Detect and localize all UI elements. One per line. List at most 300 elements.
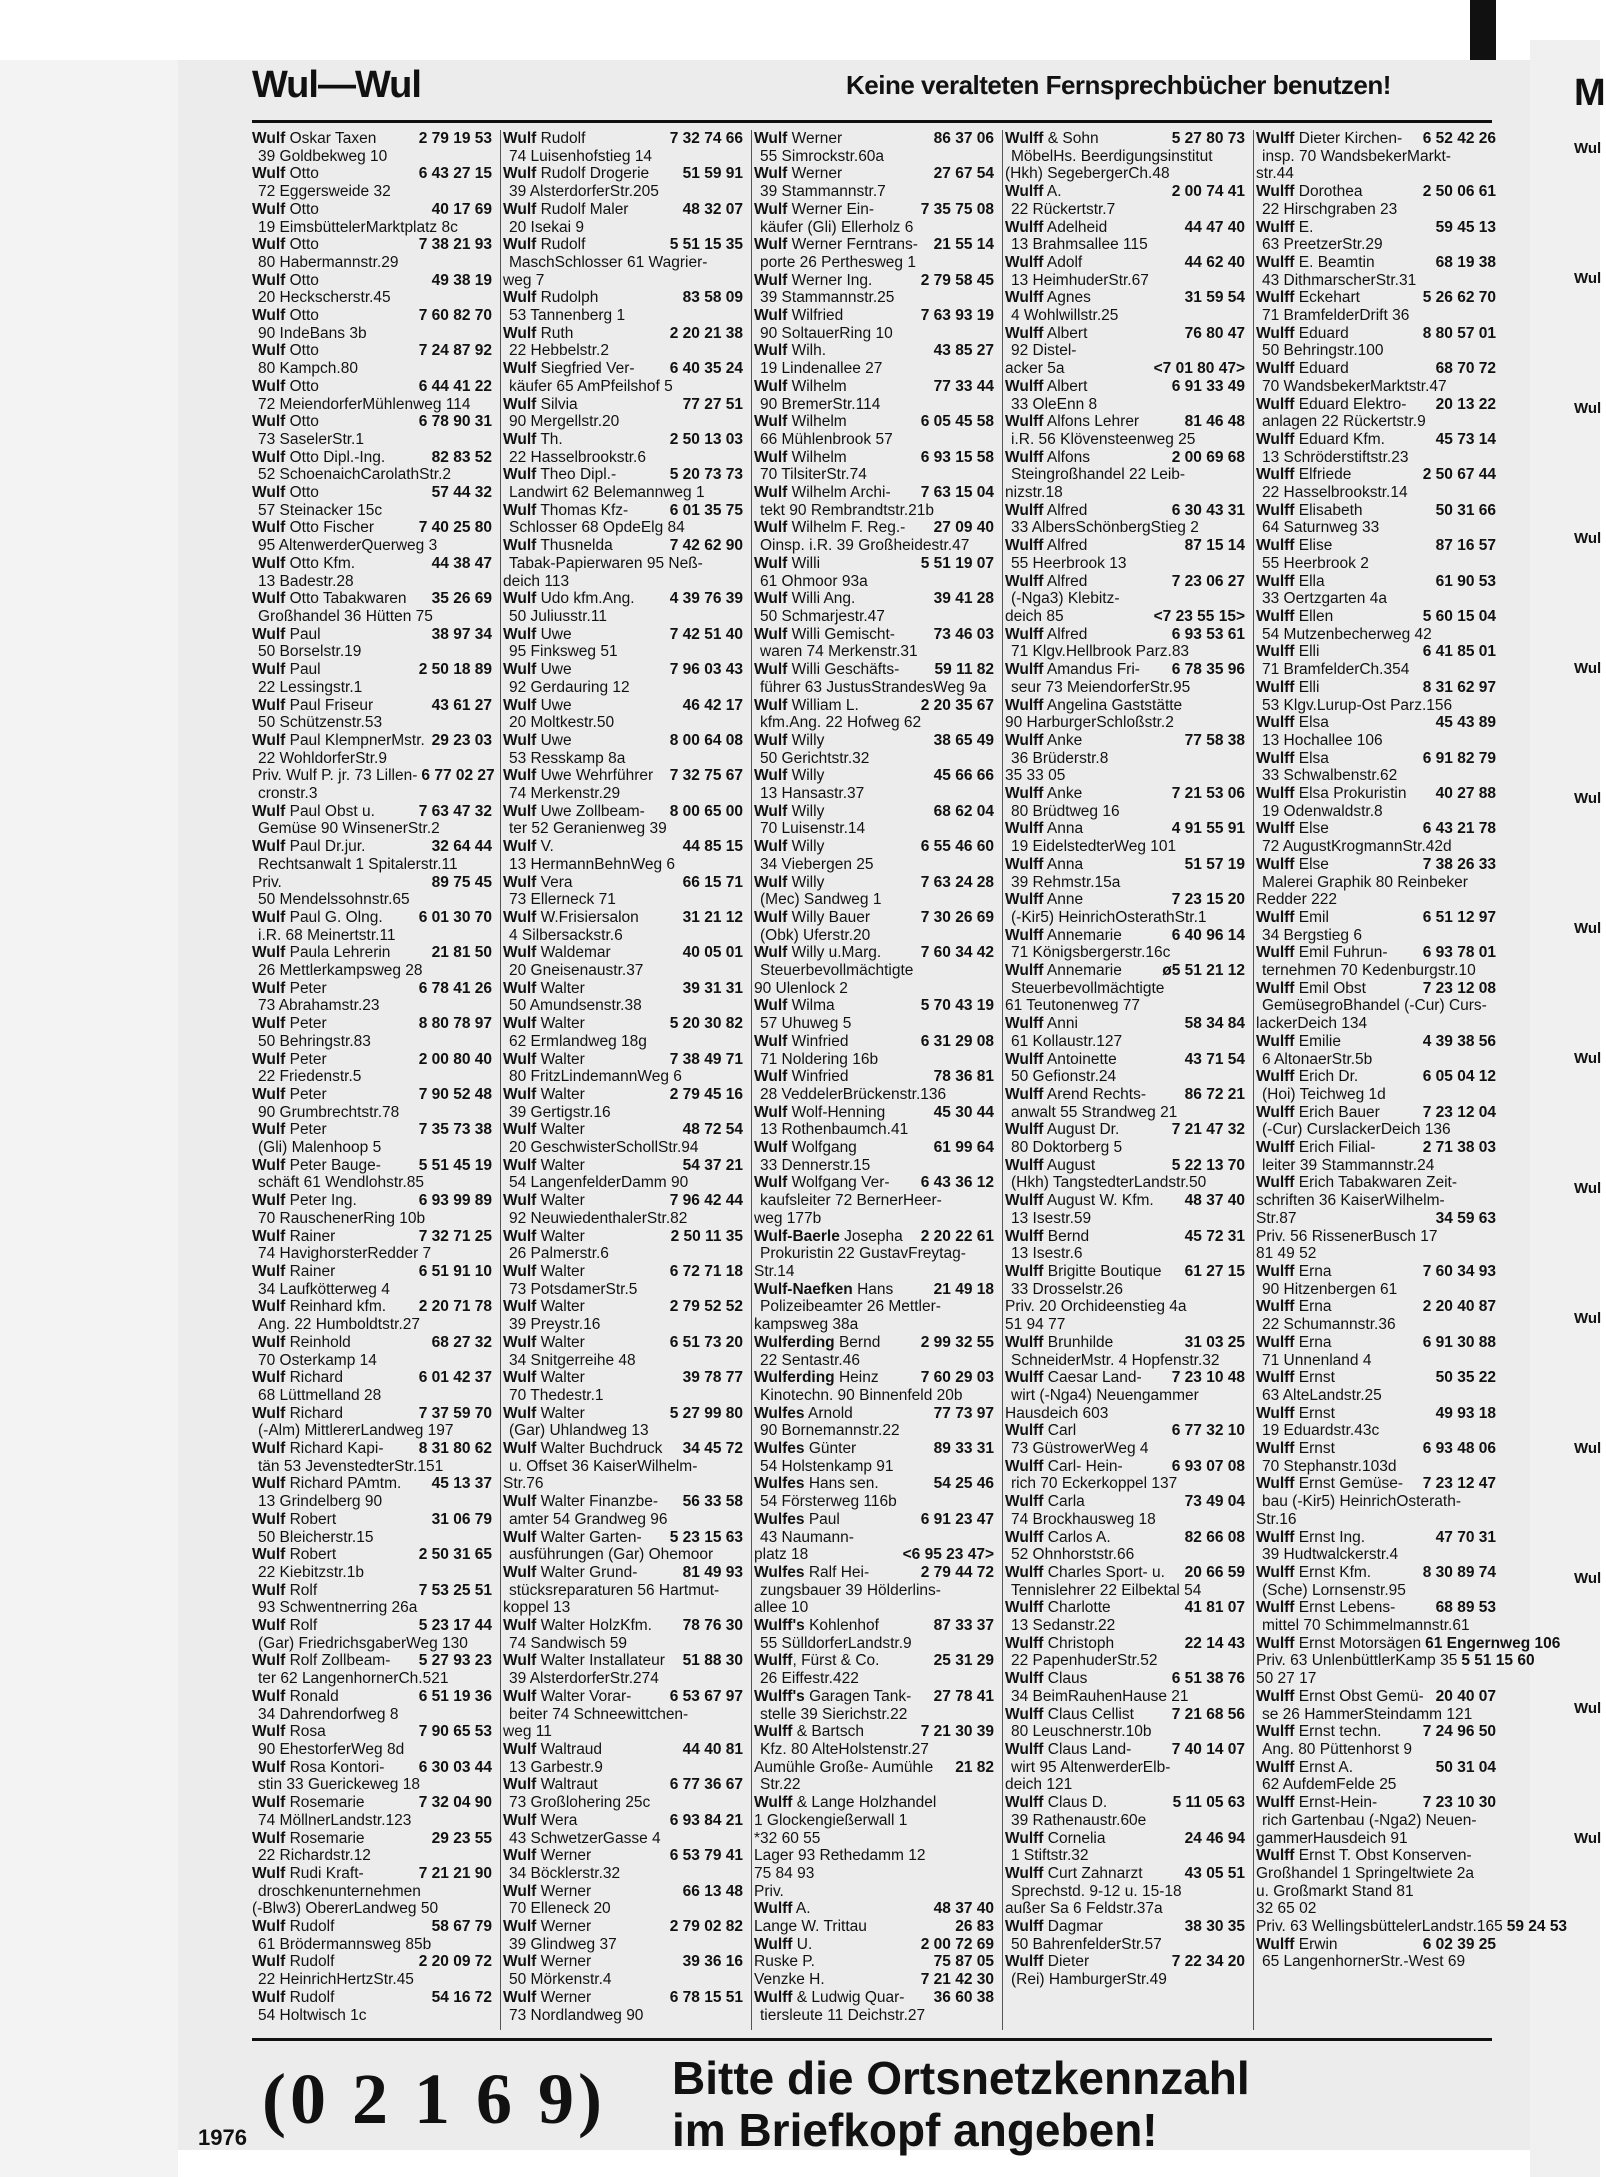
phone-number: 5 51 15 35 xyxy=(669,236,743,254)
phone-number: 6 93 48 06 xyxy=(1422,1440,1496,1458)
listing-name: Wulf Werner xyxy=(754,165,843,183)
listing-address: 43 DithmarscherStr.31 xyxy=(1262,271,1417,289)
phone-number: 34 59 63 xyxy=(1435,1209,1496,1227)
listing-entry xyxy=(252,661,492,679)
listing-name: schriften 36 KaiserWilhelm- xyxy=(1256,1192,1445,1210)
listing-name: Wulff Ernst Motorsägen xyxy=(1256,1634,1422,1652)
listing-entry xyxy=(1005,1776,1245,1794)
listing-address: 74 Sandwisch 59 xyxy=(509,1634,628,1652)
phone-number: 7 96 42 44 xyxy=(669,1192,743,1210)
phone-number: 31 03 25 xyxy=(1184,1333,1245,1351)
phone-number: 54 16 72 xyxy=(431,1988,492,2006)
listing-address: 22 Sentastr.46 xyxy=(760,1351,860,1369)
phone-number: 2 20 71 78 xyxy=(418,1298,492,1316)
phone-number: 6 93 84 21 xyxy=(669,1811,743,1829)
listing-address: 72 Eggersweide 32 xyxy=(258,183,391,201)
listing-address: Prokuristin 22 GustavFreytag- xyxy=(760,1245,966,1263)
listing-name: Wulff Ernst Ing. xyxy=(1256,1528,1366,1546)
phone-number: 39 41 28 xyxy=(933,590,994,608)
listing-entry xyxy=(1256,573,1496,591)
phone-number: 7 23 10 48 xyxy=(1171,1369,1245,1387)
listing-entry xyxy=(1256,1405,1496,1423)
listing-entry xyxy=(1005,1635,1245,1653)
listing-name: Wulf Peter Bauge- xyxy=(252,1156,381,1174)
listing-address: 13 HermannBehnWeg 6 xyxy=(509,855,676,873)
listing-name: gammerHausdeich 91 xyxy=(1256,1829,1408,1847)
listing-name: Wulff Ernst A. xyxy=(1256,1758,1354,1776)
listing-entry xyxy=(503,431,743,449)
listing-entry xyxy=(503,661,743,679)
listing-entry xyxy=(503,1051,743,1069)
phone-number: 7 23 15 20 xyxy=(1171,891,1245,909)
phone-number: 48 37 40 xyxy=(1184,1192,1245,1210)
listing-address: 62 AufdemFelde 25 xyxy=(1262,1776,1397,1794)
listing-address: 50 Behringstr.83 xyxy=(258,1032,371,1050)
listing-entry xyxy=(1005,891,1245,909)
phone-number xyxy=(1492,891,1496,909)
listing-entry xyxy=(1005,1564,1245,1582)
listing-entry xyxy=(754,1865,994,1883)
listing-name: Str.76 xyxy=(503,1475,544,1493)
phone-number: 7 21 42 30 xyxy=(920,1971,994,1989)
listing-address: 61 Kollaustr.127 xyxy=(1011,1032,1123,1050)
listing-address: droschkenunternehmen xyxy=(258,1882,421,1900)
listing-entry xyxy=(503,360,743,378)
listing-name: Wulff Ernst Gemüse- xyxy=(1256,1475,1403,1493)
phone-number: 78 76 30 xyxy=(682,1617,743,1635)
listing-entry xyxy=(1256,1830,1496,1848)
phone-number: 6 01 35 75 xyxy=(669,501,743,519)
listing-address: 22 PapenhuderStr.52 xyxy=(1011,1652,1158,1670)
listing-entry xyxy=(503,1723,743,1741)
phone-number xyxy=(488,1900,492,1918)
listing-name: Wulf V. xyxy=(503,838,554,856)
phone-number: 6 93 15 58 xyxy=(920,448,994,466)
phone-number xyxy=(1492,1865,1496,1883)
listing-address: 22 Rückertstr.7 xyxy=(1011,200,1116,218)
listing-name: Wulf Walter xyxy=(503,1121,585,1139)
listing-name: Wulff Albert xyxy=(1005,324,1088,342)
listing-name: Wulf Peter xyxy=(252,1050,327,1068)
listing-address: 74 HavighorsterRedder 7 xyxy=(258,1245,432,1263)
listing-entry xyxy=(754,626,994,644)
listing-address: stücksreparaturen 56 Hartmut- xyxy=(509,1581,720,1599)
listing-address: mittel 70 Schimmelmannstr.61 xyxy=(1262,1617,1470,1635)
listing-name: Wulff Erich Filial- xyxy=(1256,1139,1376,1157)
phone-number: 66 15 71 xyxy=(682,873,743,891)
listing-entry xyxy=(1256,1033,1496,1051)
listing-name: Wulff Adelheid xyxy=(1005,218,1108,236)
phone-number: 5 27 80 73 xyxy=(1171,130,1245,147)
listing-address: 63 AlteLandstr.25 xyxy=(1262,1386,1382,1404)
phone-number: 39 31 31 xyxy=(682,979,743,997)
listing-entry xyxy=(252,1298,492,1316)
listing-entry xyxy=(503,874,743,892)
listing-address: kfm.Ang. 22 Hofweg 62 xyxy=(760,714,922,732)
listing-address: 22 Schumannstr.36 xyxy=(1262,1316,1396,1334)
listing-address: Schlosser 68 OpdeElg 84 xyxy=(509,519,685,537)
listing-address: (-Nga3) Klebitz- xyxy=(1011,590,1120,608)
phone-number: 7 90 52 48 xyxy=(418,1085,492,1103)
listing-entry xyxy=(1256,1068,1496,1086)
listing-name: Wulf Rosemarie xyxy=(252,1794,365,1812)
phone-number: 7 38 26 33 xyxy=(1422,855,1496,873)
listing-entry xyxy=(1256,820,1496,838)
listing-name: Wulf Walter xyxy=(503,979,585,997)
listing-address: kaufsleiter 72 BernerHeer- xyxy=(760,1192,942,1210)
listing-name: Wulf Peter xyxy=(252,1015,327,1033)
phone-number: 48 37 40 xyxy=(933,1900,994,1918)
listing-entry xyxy=(1005,378,1245,396)
phone-number: 86 72 21 xyxy=(1184,1085,1245,1103)
listing-entry xyxy=(1256,1015,1496,1033)
listing-name: Wulff Erich Bauer xyxy=(1256,1103,1380,1121)
listing-entry xyxy=(1256,466,1496,484)
listing-address: 39 Glindweg 37 xyxy=(509,1935,617,1953)
listing-entry xyxy=(252,1121,492,1139)
listing-name: Wulff August xyxy=(1005,1156,1096,1174)
phone-number: 68 19 38 xyxy=(1435,253,1496,271)
listing-entry xyxy=(1256,1688,1496,1706)
listing-entry xyxy=(252,519,492,537)
phone-number: 6 53 67 97 xyxy=(669,1687,743,1705)
phone-number: 40 05 01 xyxy=(682,944,743,962)
phone-number: 83 58 09 xyxy=(682,289,743,307)
listing-address: 61 Brödermannsweg 85b xyxy=(258,1935,432,1953)
listing-address: cronstr.3 xyxy=(258,785,318,803)
listing-address: Polizeibeamter 26 Mettler- xyxy=(760,1298,941,1316)
listing-entry xyxy=(754,1316,994,1334)
listing-entry xyxy=(754,1847,994,1865)
listing-entry xyxy=(1256,1634,1561,1653)
listing-entry xyxy=(754,1812,994,1830)
listing-name: Wulff Dorothea xyxy=(1256,183,1363,201)
listing-address: 65 LangenhornerStr.-West 69 xyxy=(1262,1953,1466,1971)
listing-address: 13 Schröderstiftstr.23 xyxy=(1262,448,1409,466)
listing-name: Wulff Emilie xyxy=(1256,1032,1341,1050)
phone-number: 7 60 34 42 xyxy=(920,944,994,962)
phone-number: 7 30 26 69 xyxy=(920,908,994,926)
listing-address: 90 EhestorferWeg 8d xyxy=(258,1740,405,1758)
listing-address: 33 Drosselstr.26 xyxy=(1011,1280,1123,1298)
phone-number: 7 22 34 20 xyxy=(1171,1953,1245,1971)
phone-number: 29 23 55 xyxy=(431,1829,492,1847)
listing-entry xyxy=(503,1883,743,1901)
listing-name: Priv. 20 Orchideenstieg 4a xyxy=(1005,1298,1187,1316)
listing-address: Gemüse 90 WinsenerStr.2 xyxy=(258,820,440,838)
phone-number: 7 35 73 38 xyxy=(418,1121,492,1139)
phone-number: 44 85 15 xyxy=(682,838,743,856)
listing-name: Wulff Anke xyxy=(1005,731,1083,749)
phone-number xyxy=(739,1723,743,1741)
listing-entry xyxy=(503,697,743,715)
phone-number: 6 53 79 41 xyxy=(669,1847,743,1865)
listing-entry xyxy=(503,767,743,785)
listing-entry xyxy=(252,1918,492,1936)
listing-name: 32 65 02 xyxy=(1256,1900,1317,1918)
listing-address: 4 Wohlwillstr.25 xyxy=(1011,307,1119,325)
listing-name: *32 60 55 xyxy=(754,1829,821,1847)
listing-name: Wulf Otto xyxy=(252,165,319,183)
listing-address: 54 Försterweg 116b xyxy=(760,1493,897,1511)
phone-number: 6 05 45 58 xyxy=(920,413,994,431)
listing-address: 13 Sedanstr.22 xyxy=(1011,1617,1116,1635)
listing-entry xyxy=(1256,1228,1496,1246)
listing-name: Wulff Adolf xyxy=(1005,253,1083,271)
listing-address: zungsbauer 39 Hölderlins- xyxy=(760,1581,941,1599)
listing-address: Steuerbevollmächtigte xyxy=(1011,979,1165,997)
listing-name: Wulff Alfons xyxy=(1005,448,1090,466)
listing-name: Wulff Annemarie xyxy=(1005,926,1122,944)
listing-address: 19 Lindenallee 27 xyxy=(760,360,883,378)
listing-name: Wulf Rudolph xyxy=(503,289,599,307)
listing-address: 26 Eiffestr.422 xyxy=(760,1670,859,1688)
listing-entry xyxy=(1256,1139,1496,1157)
phone-number: 32 64 44 xyxy=(431,838,492,856)
listing-name: Wulff Carla xyxy=(1005,1493,1085,1511)
phone-number: 27 78 41 xyxy=(933,1687,994,1705)
listing-name: Wulff Alfred xyxy=(1005,501,1088,519)
listing-name: Wulf Rudolf xyxy=(503,236,586,254)
listing-address: Kfz. 80 AlteHolstenstr.27 xyxy=(760,1740,929,1758)
phone-number: 21 49 18 xyxy=(933,1280,994,1298)
listing-address: 34 Böcklerstr.32 xyxy=(509,1864,621,1882)
phone-number: 27 67 54 xyxy=(933,165,994,183)
column-divider xyxy=(1253,130,1254,2030)
phone-number: 6 93 07 08 xyxy=(1171,1457,1245,1475)
listing-entry xyxy=(754,1599,994,1617)
listing-entry xyxy=(1256,1334,1496,1352)
phone-number: 4 91 55 91 xyxy=(1171,820,1245,838)
listing-entry xyxy=(252,697,492,715)
listing-address: 39 AlsterdorferStr.274 xyxy=(509,1670,659,1688)
phone-number: 35 26 69 xyxy=(431,590,492,608)
listing-entry xyxy=(1005,962,1245,980)
listing-address: 54 LangenfelderDamm 90 xyxy=(509,1174,689,1192)
adjacent-page-tab: Wul xyxy=(1574,530,1602,547)
listing-address: 55 Simrockstr.60a xyxy=(760,147,885,165)
listing-entry xyxy=(503,537,743,555)
phone-number: 87 16 57 xyxy=(1435,537,1496,555)
phone-number xyxy=(990,1316,994,1334)
phone-number: 7 63 47 32 xyxy=(418,802,492,820)
listing-address: 70 WandsbekerMarktstr.47 xyxy=(1262,377,1447,395)
phone-number xyxy=(739,573,743,591)
listing-entry xyxy=(754,1334,994,1352)
phone-number: 81 49 93 xyxy=(682,1563,743,1581)
phone-number: 2 50 11 35 xyxy=(670,1227,743,1245)
phone-number: 20 40 07 xyxy=(1435,1687,1496,1705)
listing-address: 39 Stammannstr.25 xyxy=(760,289,895,307)
listing-name: u. Großmarkt Stand 81 xyxy=(1256,1882,1414,1900)
listing-address: Landwirt 62 Belemannweg 1 xyxy=(509,484,705,502)
listing-address: 92 Distel- xyxy=(1011,342,1077,360)
listing-entry xyxy=(252,732,492,750)
listing-entry xyxy=(754,1104,994,1122)
listing-entry xyxy=(1256,325,1496,343)
listing-name: Wulf Richard PAmtm. xyxy=(252,1475,402,1493)
phone-number: 7 32 04 90 xyxy=(418,1794,492,1812)
listing-address: 73 Ellerneck 71 xyxy=(509,891,616,909)
listing-name: Wulff Agnes xyxy=(1005,289,1091,307)
listing-entry xyxy=(503,1776,743,1794)
listing-address: waren 74 Merkenstr.31 xyxy=(760,643,918,661)
listing-address: anwalt 55 Strandweg 21 xyxy=(1011,1103,1178,1121)
listing-entry xyxy=(1256,254,1496,272)
listing-address: beiter 74 Schneewittchen- xyxy=(509,1705,689,1723)
listing-name: Wulf Uwe xyxy=(503,661,572,679)
listing-entry xyxy=(503,1953,743,1971)
listing-address: 90 SoltauerRing 10 xyxy=(760,324,893,342)
listing-name: Wulf-Naefken Hans xyxy=(754,1280,894,1298)
listing-name: Wulff Ernst xyxy=(1256,1369,1335,1387)
listing-name: Wulf Th. xyxy=(503,430,563,448)
listing-name: Wulff Alfred xyxy=(1005,572,1088,590)
listing-address: Malerei Graphik 80 Reinbeker xyxy=(1262,873,1468,891)
listing-address: 50 Mörkenstr.4 xyxy=(509,1971,612,1989)
listing-entry xyxy=(1256,1104,1496,1122)
listing-address: 22 Richardstr.12 xyxy=(258,1847,371,1865)
phone-number: 6 51 12 97 xyxy=(1422,908,1496,926)
listing-name: deich 121 xyxy=(1005,1776,1073,1794)
listing-entry xyxy=(1005,1051,1245,1069)
listing-name: Wulff Erich Dr. xyxy=(1256,1068,1359,1086)
listing-address: (Rei) HamburgerStr.49 xyxy=(1011,1971,1167,1989)
listing-address: 20 Isekai 9 xyxy=(509,218,584,236)
listing-entry xyxy=(252,1192,492,1210)
listing-name: Wulf Peter xyxy=(252,979,327,997)
phone-number: 21 55 14 xyxy=(933,236,994,254)
listing-address: 34 Laufkötterweg 4 xyxy=(258,1280,390,1298)
listing-entry xyxy=(1005,661,1245,679)
listing-name: Wulf Waldemar xyxy=(503,944,611,962)
listing-address: 95 AltenwerderQuerweg 3 xyxy=(258,537,438,555)
listing-entry xyxy=(252,342,492,360)
listing-name: Wulf Wilhelm xyxy=(754,377,847,395)
listing-name: Wulf Werner Ferntrans- xyxy=(754,236,918,254)
listing-name: weg 11 xyxy=(503,1723,552,1741)
listing-name: Wulff, Fürst & Co. xyxy=(754,1652,880,1670)
listing-address: 52 Ohnhorststr.66 xyxy=(1011,1546,1135,1564)
listing-entry xyxy=(1256,891,1496,909)
listing-name: Wulff Antoinette xyxy=(1005,1050,1117,1068)
listing-name: Wulf Uwe Zollbeam- xyxy=(503,802,645,820)
listing-entry xyxy=(754,1546,994,1564)
listing-entry xyxy=(503,980,743,998)
phone-number: 38 65 49 xyxy=(933,731,994,749)
listing-address: 73 Nordlandweg 90 xyxy=(509,2006,644,2024)
listing-entry xyxy=(252,1086,492,1104)
phone-number: 8 80 57 01 xyxy=(1422,324,1496,342)
phone-number: 6 78 90 31 xyxy=(418,413,492,431)
listing-entry xyxy=(754,1369,994,1387)
listing-name: Wulf Otto Dipl.-Ing. xyxy=(252,448,386,466)
listing-address: Tabak-Papierwaren 95 Neß- xyxy=(509,554,703,572)
listing-entry xyxy=(1005,1369,1245,1387)
phone-number: 21 82 xyxy=(955,1758,994,1776)
listing-address: ter 62 LangenhornerCh.521 xyxy=(258,1670,449,1688)
listing-address: 26 Mettlerkampsweg 28 xyxy=(258,962,423,980)
listing-entry xyxy=(1256,856,1496,874)
listing-entry xyxy=(1256,909,1496,927)
phone-number: 8 00 65 00 xyxy=(669,802,743,820)
listing-entry xyxy=(754,767,994,785)
listing-address: 50 BahrenfelderStr.57 xyxy=(1011,1935,1162,1953)
listing-address: 33 Oertzgarten 4a xyxy=(1262,590,1387,608)
listing-entry xyxy=(754,519,994,537)
listing-entry xyxy=(1256,1298,1496,1316)
phone-number: 40 17 69 xyxy=(431,200,492,218)
listing-name: Wulf Walter Vorar- xyxy=(503,1687,632,1705)
phone-number: 6 43 21 78 xyxy=(1422,820,1496,838)
phone-number: 7 63 93 19 xyxy=(920,307,994,325)
listing-address: GemüsegroBhandel (-Cur) Curs- xyxy=(1262,997,1487,1015)
listing-entry xyxy=(1005,1316,1245,1334)
listing-entry xyxy=(1256,750,1496,768)
phone-number: 2 50 18 89 xyxy=(418,661,492,679)
listing-entry xyxy=(1005,856,1245,874)
listing-entry xyxy=(503,909,743,927)
listing-address: 90 Bornemannstr.22 xyxy=(760,1422,900,1440)
listing-name: Wulff & Bartsch xyxy=(754,1723,864,1741)
listing-address: tiersleute 11 Deichstr.27 xyxy=(760,2006,926,2024)
phone-number: 7 23 10 30 xyxy=(1422,1794,1496,1812)
listing-entry xyxy=(1256,183,1496,201)
listing-name: Wulf Rudolf xyxy=(252,1988,335,2006)
listing-entry xyxy=(1256,502,1496,520)
listing-name: Wulf Willy u.Marg. xyxy=(754,944,882,962)
listing-address: i.R. 68 Meinertstr.11 xyxy=(258,926,396,944)
listing-address: 57 Uhuweg 5 xyxy=(760,1015,852,1033)
listing-address: 73 Abrahamstr.23 xyxy=(258,997,380,1015)
listing-name: Wulf Theo Dipl.- xyxy=(503,466,617,484)
listing-name: Wulf Oskar Taxen xyxy=(252,130,377,147)
listing-entry xyxy=(1256,396,1496,414)
listing-name: Wulf Uwe xyxy=(503,731,572,749)
phone-number: 44 47 40 xyxy=(1184,218,1245,236)
listing-name: Wulf Walter Garten- xyxy=(503,1528,642,1546)
listing-entry xyxy=(1256,980,1496,998)
phone-number: 2 20 35 67 xyxy=(920,696,994,714)
listing-entry xyxy=(252,1546,492,1564)
phone-number: 5 51 19 07 xyxy=(920,554,994,572)
listing-entry xyxy=(754,1405,994,1423)
listing-address: SchneiderMstr. 4 Hopfenstr.32 xyxy=(1011,1351,1220,1369)
listing-address: anlagen 22 Rückertstr.9 xyxy=(1262,413,1426,431)
phone-number: 6 30 03 44 xyxy=(418,1758,492,1776)
phone-number: 6 01 30 70 xyxy=(418,908,492,926)
listing-address: 19 EidelstedterWeg 101 xyxy=(1011,838,1177,856)
adjacent-page-tab: Wul xyxy=(1574,920,1602,937)
listing-name: Wulf Silvia xyxy=(503,395,578,413)
listing-name: Wulff Dagmar xyxy=(1005,1918,1103,1936)
listing-name: Wulf Wilhelm F. Reg.- xyxy=(754,519,906,537)
listing-name: Wulff Brunhilde xyxy=(1005,1333,1114,1351)
listing-entry xyxy=(503,1989,743,2007)
listing-column-3 xyxy=(754,130,994,2030)
phone-number: 7 21 21 90 xyxy=(418,1864,492,1882)
listing-address: 34 Viebergen 25 xyxy=(760,855,874,873)
listing-name: Wulff Erna xyxy=(1256,1333,1332,1351)
listing-entry xyxy=(754,1830,994,1848)
listing-name: Wulf Walter xyxy=(503,1050,585,1068)
listing-name: Wulff Alfred xyxy=(1005,537,1088,555)
listing-entry xyxy=(503,626,743,644)
listing-address: 73 PotsdamerStr.5 xyxy=(509,1280,638,1298)
listing-name: Wulff Anna xyxy=(1005,855,1084,873)
phone-number xyxy=(739,1475,743,1493)
listing-entry xyxy=(252,909,492,927)
